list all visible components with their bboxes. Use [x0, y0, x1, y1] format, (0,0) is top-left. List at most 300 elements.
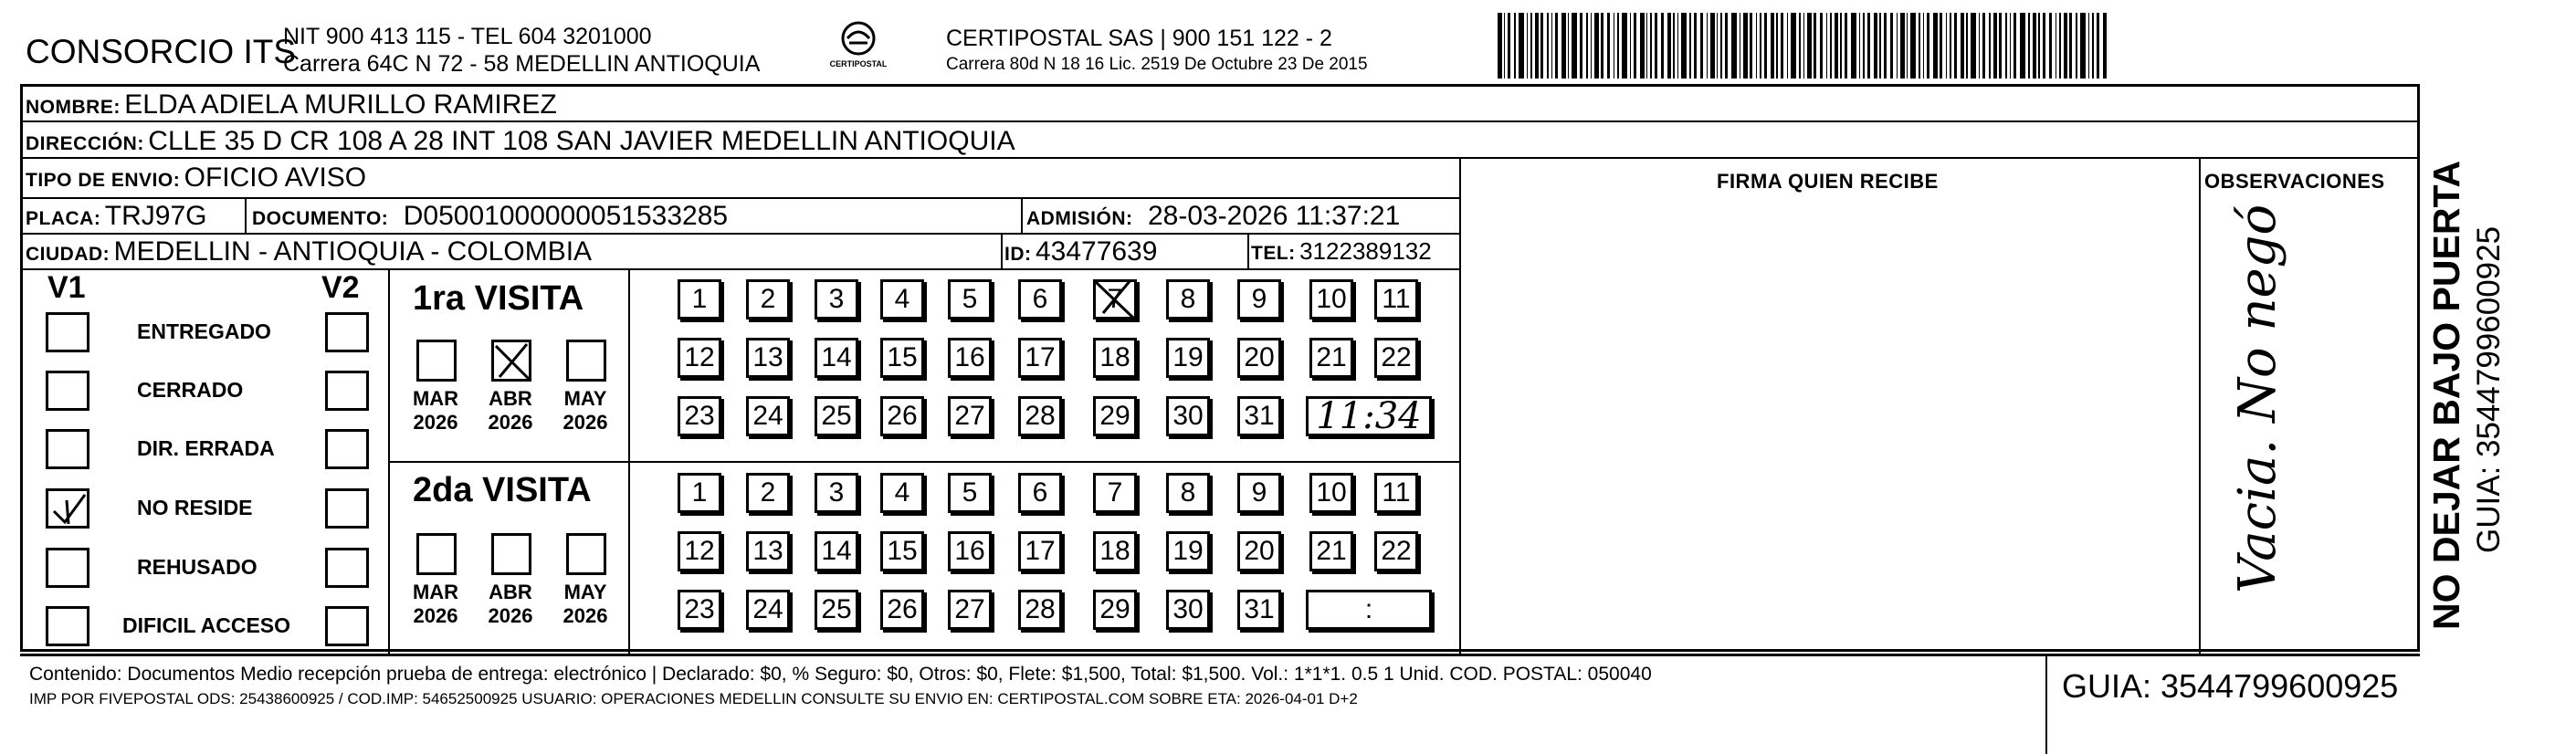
tipo-row	[26, 164, 366, 192]
barcode-bar	[1540, 13, 1543, 79]
day-box[interactable]	[1374, 338, 1418, 378]
year-label: 2026	[488, 604, 533, 627]
year-label: 2026	[488, 411, 533, 434]
barcode-bar	[1760, 13, 1761, 79]
barcode-bar	[1776, 13, 1778, 79]
day-number: 17	[1025, 342, 1056, 372]
handwritten-observation: Vacia. No negó	[2228, 204, 2287, 593]
day-number: 14	[821, 342, 852, 372]
barcode-bar	[1989, 13, 1991, 79]
day-number: 28	[1025, 401, 1056, 431]
day-box[interactable]	[880, 396, 924, 436]
barcode-bar	[1586, 13, 1588, 79]
year-label: 2026	[563, 604, 608, 627]
barcode-bar	[1966, 13, 1968, 79]
day-box[interactable]	[815, 590, 858, 630]
barcode-bar	[1530, 13, 1532, 79]
barcode-bar	[2069, 13, 2072, 79]
company-name: CONSORCIO ITS	[26, 33, 297, 70]
barcode-bar	[1681, 13, 1687, 79]
tipo-value: OFICIO AVISO	[184, 162, 367, 193]
id-label: ID:	[1004, 244, 1032, 265]
barcode-bar	[1791, 13, 1796, 79]
v1-checkbox[interactable]	[46, 606, 89, 646]
day-box[interactable]	[1309, 473, 1353, 513]
v1-checkbox[interactable]	[46, 488, 89, 529]
day-number: 21	[1316, 342, 1347, 372]
v2-checkbox[interactable]	[325, 312, 369, 352]
certipostal-logo	[817, 18, 899, 75]
status-label: NO RESIDE	[137, 496, 253, 519]
barcode-bar	[1826, 13, 1828, 79]
barcode-bar	[1607, 13, 1610, 79]
day-number: 2	[760, 477, 776, 508]
nombre-label: NOMBRE:	[26, 97, 121, 118]
day-number: 29	[1099, 594, 1130, 624]
barcode-bar	[1814, 13, 1816, 79]
day-box[interactable]	[746, 396, 790, 436]
barcode-bar	[1884, 13, 1887, 79]
year-label: 2026	[413, 411, 458, 434]
day-box[interactable]	[678, 338, 721, 378]
barcode-bar	[1863, 13, 1865, 79]
barcode-bar	[1655, 13, 1657, 79]
time-handwritten: 11:34	[1316, 395, 1422, 437]
day-box[interactable]	[1166, 590, 1210, 630]
day-number: 21	[1316, 536, 1347, 566]
barcode-bar	[1535, 13, 1540, 79]
day-box[interactable]	[1237, 338, 1281, 378]
time-box[interactable]	[1306, 396, 1432, 436]
day-box[interactable]	[948, 279, 992, 319]
day-number: 23	[684, 401, 715, 431]
barcode-bar	[1859, 13, 1861, 79]
day-box[interactable]	[1018, 396, 1062, 436]
status-label: ENTREGADO	[137, 319, 271, 343]
footer-guia: GUIA: 3544799600925	[2062, 667, 2399, 705]
day-number: 19	[1172, 536, 1204, 566]
day-number: 2	[760, 284, 776, 314]
day-box[interactable]	[880, 279, 924, 319]
barcode-bar	[1667, 13, 1672, 79]
courier-line: CERTIPOSTAL SAS | 900 151 122 - 2	[946, 26, 1332, 51]
barcode-bar	[1845, 13, 1847, 79]
barcode-bar	[1640, 13, 1645, 79]
year-label: 2026	[563, 411, 608, 434]
day-number: 17	[1025, 536, 1056, 566]
month-label: ABR	[489, 387, 532, 410]
v1-checkbox[interactable]	[46, 548, 89, 588]
admision-row	[1026, 203, 1400, 230]
id-value: 43477639	[1035, 236, 1158, 267]
day-number: 5	[962, 477, 978, 508]
day-number: 12	[684, 536, 715, 566]
barcode-bar	[2088, 13, 2090, 79]
barcode-bar	[1661, 13, 1664, 79]
month-checkbox[interactable]	[491, 533, 531, 575]
visit-2-title: 2da VISITA	[413, 471, 592, 509]
month-checkbox[interactable]	[566, 340, 606, 382]
day-box[interactable]	[1237, 279, 1281, 319]
barcode-bar	[1979, 13, 1981, 79]
time-placeholder: :	[1364, 594, 1373, 624]
day-box[interactable]	[815, 338, 858, 378]
day-number: 23	[684, 594, 715, 624]
logo-icon	[838, 18, 878, 58]
day-number: 10	[1316, 477, 1347, 508]
day-number: 4	[894, 284, 910, 314]
day-number: 6	[1032, 284, 1048, 314]
id-row	[1004, 238, 1157, 266]
barcode-bar	[1508, 13, 1510, 79]
barcode-bar	[1999, 13, 2002, 79]
day-box[interactable]	[1309, 279, 1353, 319]
barcode-bar	[1622, 13, 1627, 79]
barcode-bar	[2059, 13, 2061, 79]
barcode-bar	[1568, 13, 1570, 79]
v2-checkbox[interactable]	[325, 488, 369, 529]
tipo-label: TIPO DE ENVIO:	[26, 170, 181, 191]
admision-label: ADMISIÓN:	[1026, 208, 1133, 229]
barcode-bar	[1504, 13, 1506, 79]
day-number: 3	[828, 284, 845, 314]
v2-checkbox[interactable]	[325, 548, 369, 588]
day-number: 18	[1099, 536, 1130, 566]
month-checkbox[interactable]	[416, 340, 457, 382]
barcode-bar	[2097, 13, 2099, 79]
day-number: 27	[954, 594, 985, 624]
year-label: 2026	[413, 604, 458, 627]
documento-row	[252, 203, 728, 230]
day-box[interactable]	[1309, 338, 1353, 378]
direccion-label: DIRECCIÓN:	[26, 133, 144, 154]
day-number: 26	[887, 594, 918, 624]
barcode-bar	[1954, 13, 1957, 79]
day-box[interactable]	[1018, 338, 1062, 378]
barcode-bar	[2064, 13, 2068, 79]
barcode-bar	[1725, 13, 1728, 79]
month-checkbox[interactable]	[416, 533, 457, 575]
check-mark-icon	[48, 491, 90, 529]
barcode-bar	[2080, 13, 2086, 79]
barcode-bar	[1919, 13, 1920, 79]
barcode-bar	[1694, 13, 1697, 79]
day-box[interactable]	[880, 473, 924, 513]
day-box[interactable]	[948, 590, 992, 630]
day-number: 13	[752, 342, 783, 372]
documento-value: D05001000000051533285	[403, 201, 729, 231]
day-number: 31	[1244, 401, 1275, 431]
barcode-bar	[1874, 13, 1878, 79]
day-box[interactable]	[880, 338, 924, 378]
day-box[interactable]	[746, 531, 790, 571]
barcode-bar	[1923, 13, 1925, 79]
v2-checkbox[interactable]	[325, 429, 369, 469]
courier-address: Carrera 80d N 18 16 Lic. 2519 De Octubre 23 De 2015	[946, 55, 1368, 74]
barcode-bar	[1993, 13, 1998, 79]
day-box[interactable]	[1018, 590, 1062, 630]
barcode-bar	[1673, 13, 1675, 79]
day-number: 27	[954, 401, 985, 431]
direccion-value: CLLE 35 D CR 108 A 28 INT 108 SAN JAVIER MEDELLIN ANTIOQUIA	[148, 126, 1015, 156]
barcode-bar	[2020, 13, 2025, 79]
day-box[interactable]	[815, 473, 858, 513]
admision-value: 28-03-2026 11:37:21	[1147, 201, 1401, 231]
placa-value: TRJ97G	[104, 201, 207, 231]
day-box[interactable]	[1018, 279, 1062, 319]
barcode-bar	[1650, 13, 1652, 79]
barcode-bar	[1710, 13, 1715, 79]
nombre-row	[26, 91, 557, 119]
barcode-bar	[1982, 13, 1985, 79]
barcode-bar	[1940, 13, 1942, 79]
barcode-bar	[1743, 13, 1748, 79]
barcode-bar	[1740, 13, 1741, 79]
day-number: 22	[1381, 536, 1412, 566]
side-guia: GUIA: 3544799600925	[2471, 225, 2507, 553]
day-number: 10	[1316, 284, 1347, 314]
day-number: 13	[752, 536, 783, 566]
day-number: 6	[1032, 477, 1048, 508]
day-number: 22	[1381, 342, 1412, 372]
tel-value: 3122389132	[1299, 237, 1432, 265]
barcode-bar	[1677, 13, 1679, 79]
barcode-bar	[1551, 13, 1553, 79]
day-box[interactable]	[1237, 396, 1281, 436]
day-box[interactable]	[880, 590, 924, 630]
barcode-bar	[2056, 13, 2057, 79]
day-box[interactable]	[678, 279, 721, 319]
barcode-bar	[1799, 13, 1801, 79]
barcode-bar	[1946, 13, 1948, 79]
firma-header: FIRMA QUIEN RECIBE	[1717, 170, 1939, 193]
barcode-bar	[1807, 13, 1812, 79]
barcode-bar	[1591, 13, 1593, 79]
month-label: MAY	[563, 387, 607, 410]
day-number: 18	[1099, 342, 1130, 372]
tel-row	[1251, 239, 1432, 263]
barcode-bar	[1498, 13, 1502, 79]
day-number: 20	[1244, 342, 1275, 372]
barcode-bar	[1601, 13, 1603, 79]
day-box[interactable]	[1018, 531, 1062, 571]
barcode-bar	[1580, 13, 1582, 79]
day-box[interactable]	[678, 473, 721, 513]
barcode-bar	[1867, 13, 1870, 79]
day-number: 3	[828, 477, 845, 508]
footer-contenido: Contenido: Documentos Medio recepción prueba de entrega: electrónico | Declarado: $0, % Seguro: $0, Otros: $0, Flete: $1,500, Total: $1,500. Vol.: 1*1*1. 0.5 1 Unid. COD. POSTAL: 050040	[29, 664, 1652, 685]
day-number: 15	[887, 342, 918, 372]
barcode-bar	[1731, 13, 1737, 79]
tel-label: TEL:	[1251, 243, 1296, 264]
day-box[interactable]	[678, 396, 721, 436]
day-box[interactable]	[815, 531, 858, 571]
nombre-value: ELDA ADIELA MURILLO RAMIREZ	[124, 89, 557, 120]
logo-text: CERTIPOSTAL	[829, 59, 888, 68]
day-number: 7	[1107, 477, 1123, 508]
barcode-bar	[1910, 13, 1916, 79]
barcode-bar	[1594, 13, 1599, 79]
day-number: 12	[684, 342, 715, 372]
barcode	[1498, 13, 2228, 79]
barcode-bar	[1890, 13, 1893, 79]
barcode-bar	[1547, 13, 1549, 79]
barcode-bar	[1971, 13, 1976, 79]
month-label: MAY	[563, 581, 607, 603]
barcode-bar	[1514, 13, 1516, 79]
day-box[interactable]	[746, 473, 790, 513]
day-number: 14	[821, 536, 852, 566]
barcode-bar	[2038, 13, 2040, 79]
day-box[interactable]	[1093, 473, 1137, 513]
day-box[interactable]	[678, 531, 721, 571]
day-box[interactable]	[1237, 590, 1281, 630]
day-number: 25	[821, 594, 852, 624]
v2-label: V2	[321, 270, 360, 305]
barcode-bar	[1851, 13, 1856, 79]
barcode-bar	[1950, 13, 1951, 79]
day-box[interactable]	[880, 531, 924, 571]
day-box[interactable]	[746, 279, 790, 319]
barcode-bar	[2033, 13, 2037, 79]
day-box[interactable]	[948, 473, 992, 513]
ciudad-row	[26, 238, 592, 266]
day-number: 11	[1382, 284, 1411, 314]
v2-checkbox[interactable]	[325, 371, 369, 411]
day-box[interactable]	[1166, 338, 1210, 378]
barcode-bar	[1519, 13, 1524, 79]
day-box[interactable]	[1166, 473, 1210, 513]
barcode-bar	[1764, 13, 1767, 79]
barcode-bar	[1835, 13, 1839, 79]
v1-checkbox[interactable]	[46, 312, 89, 352]
placa-row	[26, 203, 206, 230]
day-number: 1	[691, 477, 708, 508]
barcode-bar	[1707, 13, 1709, 79]
month-checkbox[interactable]	[491, 340, 531, 382]
day-number: 30	[1172, 401, 1204, 431]
day-box[interactable]	[746, 338, 790, 378]
status-label: DIFICIL ACCESO	[122, 613, 291, 637]
direccion-row	[26, 128, 1015, 155]
barcode-bar	[2028, 13, 2030, 79]
day-box[interactable]	[746, 590, 790, 630]
barcode-bar	[1634, 13, 1636, 79]
day-box[interactable]	[1093, 396, 1137, 436]
month-label: MAR	[412, 387, 459, 410]
day-number: 28	[1025, 594, 1056, 624]
barcode-bar	[1646, 13, 1648, 79]
barcode-bar	[1717, 13, 1719, 79]
barcode-bar	[1927, 13, 1929, 79]
day-box[interactable]	[1237, 473, 1281, 513]
day-number: 31	[1244, 594, 1275, 624]
day-box[interactable]	[1166, 531, 1210, 571]
barcode-bar	[1840, 13, 1842, 79]
day-box[interactable]	[1374, 531, 1418, 571]
guide-form	[20, 84, 2420, 652]
barcode-bar	[1771, 13, 1775, 79]
month-checkbox[interactable]	[566, 533, 606, 575]
status-label: DIR. ERRADA	[137, 436, 275, 460]
ciudad-label: CIUDAD:	[26, 244, 110, 265]
placa-label: PLACA:	[26, 208, 101, 229]
day-box[interactable]	[1093, 279, 1137, 319]
v2-checkbox[interactable]	[325, 606, 369, 646]
barcode-bar	[1614, 13, 1615, 79]
cross-mark-icon	[1092, 277, 1141, 322]
day-box[interactable]	[1093, 590, 1137, 630]
barcode-bar	[1879, 13, 1881, 79]
day-number: 1	[691, 284, 708, 314]
barcode-bar	[1900, 13, 1905, 79]
observaciones-header: OBSERVACIONES	[2204, 170, 2385, 193]
day-box[interactable]	[1309, 531, 1353, 571]
day-number: 5	[962, 284, 978, 314]
barcode-bar	[1820, 13, 1823, 79]
day-box[interactable]	[1237, 531, 1281, 571]
barcode-bar	[1781, 13, 1783, 79]
day-number: 24	[752, 401, 783, 431]
day-box[interactable]	[1018, 473, 1062, 513]
time-box[interactable]	[1306, 590, 1432, 630]
v1-checkbox[interactable]	[46, 429, 89, 469]
barcode-bar	[1527, 13, 1529, 79]
barcode-bar	[2005, 13, 2007, 79]
status-label: REHUSADO	[137, 555, 258, 579]
day-number: 20	[1244, 536, 1275, 566]
barcode-bar	[1907, 13, 1908, 79]
barcode-bar	[1561, 13, 1566, 79]
month-label: ABR	[489, 581, 532, 603]
day-number: 16	[954, 342, 985, 372]
day-box[interactable]	[1374, 473, 1418, 513]
ciudad-value: MEDELLIN - ANTIOQUIA - COLOMBIA	[113, 236, 593, 267]
day-number: 8	[1180, 284, 1196, 314]
day-box[interactable]	[815, 396, 858, 436]
barcode-bar	[2013, 13, 2016, 79]
day-box[interactable]	[948, 531, 992, 571]
barcode-bar	[1830, 13, 1832, 79]
visit-1-title: 1ra VISITA	[413, 279, 584, 318]
day-box[interactable]	[815, 279, 858, 319]
day-box[interactable]	[1374, 279, 1418, 319]
barcode-bar	[1933, 13, 1938, 79]
barcode-bar	[2092, 13, 2094, 79]
barcode-bar	[1700, 13, 1703, 79]
day-number: 16	[954, 536, 985, 566]
day-box[interactable]	[948, 338, 992, 378]
barcode-bar	[1617, 13, 1619, 79]
cross-mark-icon	[494, 342, 531, 381]
day-box[interactable]	[678, 590, 721, 630]
day-number: 8	[1180, 477, 1196, 508]
footer-imp: IMP POR FIVEPOSTAL ODS: 25438600925 / COD.IMP: 54652500925 USUARIO: OPERACIONES MEDELLIN CONSULTE SU ENVIO EN: CERTIPOSTAL.COM SOBRE ETA: 2026-04-01 D+2	[29, 690, 1358, 707]
day-number: 9	[1251, 477, 1267, 508]
day-box[interactable]	[1093, 531, 1137, 571]
day-box[interactable]	[1166, 279, 1210, 319]
day-box[interactable]	[948, 396, 992, 436]
barcode-bar	[2010, 13, 2012, 79]
day-box[interactable]	[1093, 338, 1137, 378]
day-box[interactable]	[1166, 396, 1210, 436]
barcode-bar	[2049, 13, 2052, 79]
day-number: 30	[1172, 594, 1204, 624]
v1-checkbox[interactable]	[46, 371, 89, 411]
day-number: 26	[887, 401, 918, 431]
nit-line: NIT 900 413 115 - TEL 604 3201000	[283, 24, 652, 49]
barcode-bar	[1750, 13, 1752, 79]
